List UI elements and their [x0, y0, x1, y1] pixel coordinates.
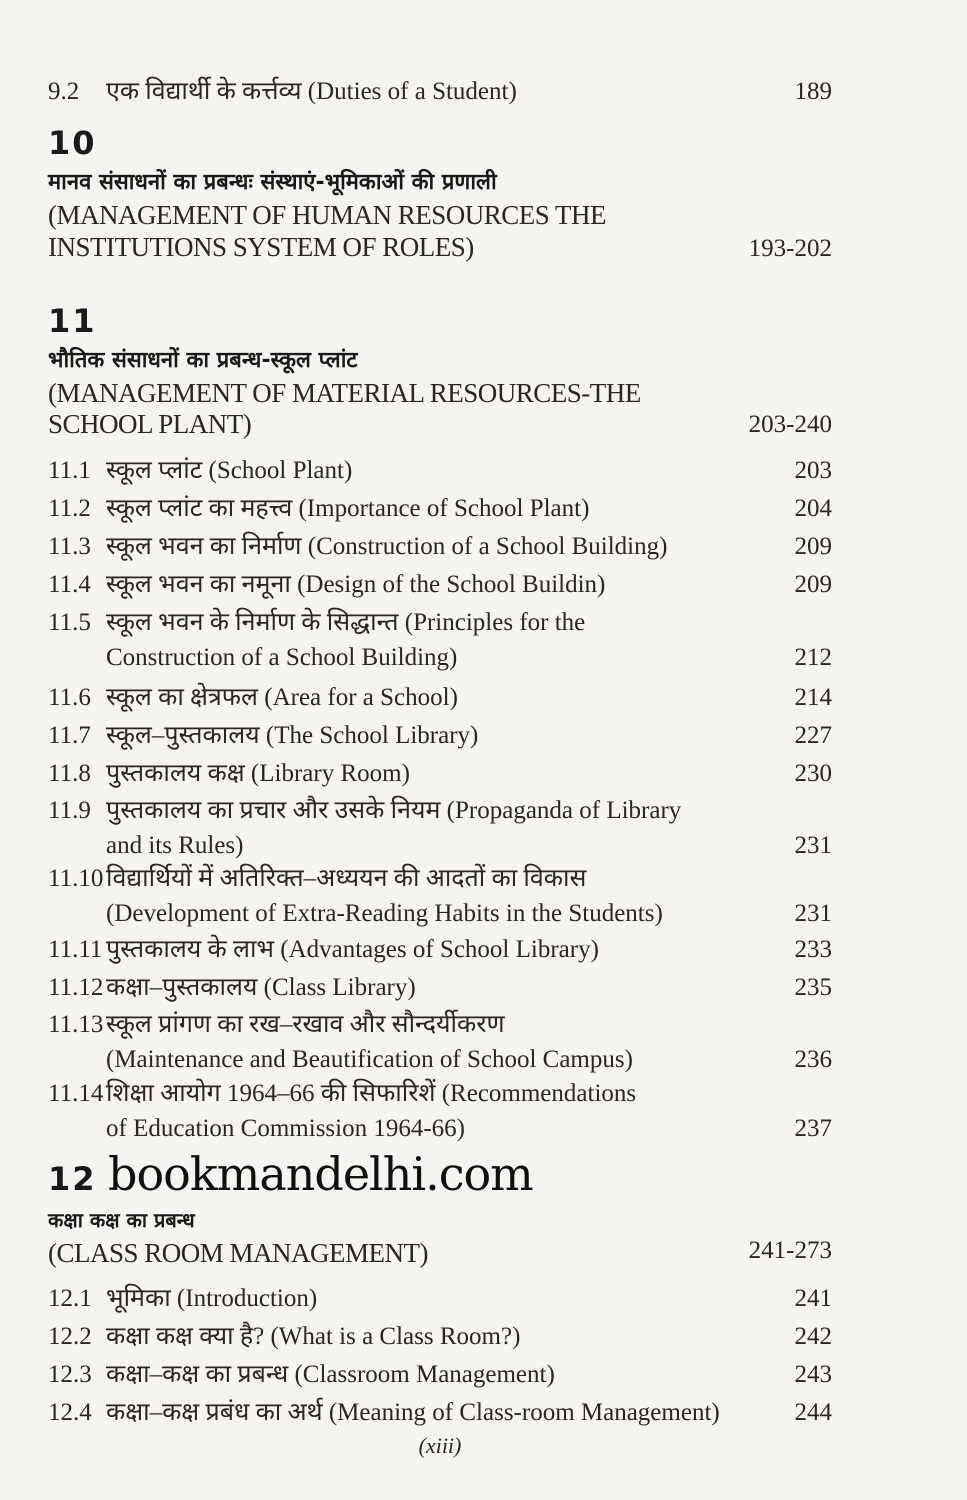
entry-page: 236	[794, 1046, 832, 1073]
entry-page: 214	[794, 684, 832, 711]
entry-page: 204	[794, 495, 832, 522]
entry-title: स्कूल का क्षेत्रफल (Area for a School)	[106, 684, 458, 711]
entry-title: विद्यार्थियों में अतिरिक्त–अध्ययन की आदतों का विकास	[106, 865, 587, 892]
entry-number: 9.2	[48, 78, 80, 105]
chapter-page-range: 203-240	[748, 411, 832, 438]
entry-title-continued: of Education Commission 1964-66)	[106, 1115, 465, 1142]
entry-title-continued: and its Rules)	[106, 832, 244, 859]
entry-title: स्कूल भवन का निर्माण (Construction of a School Building)	[106, 533, 668, 560]
entry-title: स्कूल प्लांट (School Plant)	[106, 457, 353, 484]
entry-number: 12.2	[48, 1323, 92, 1350]
entry-title: स्कूल प्लांट का महत्त्व (Importance of School Plant)	[106, 495, 590, 522]
entry-page: 233	[794, 936, 832, 963]
entry-number: 11.2	[48, 495, 91, 522]
watermark: bookmandelhi.com	[108, 1147, 533, 1201]
entry-number: 11.12	[48, 974, 104, 1001]
entry-number: 12.4	[48, 1399, 92, 1426]
entry-title: भूमिका (Introduction)	[106, 1285, 318, 1312]
entry-title: एक विद्यार्थी के कर्त्तव्य (Duties of a Student)	[106, 78, 517, 105]
entry-page: 203	[794, 457, 832, 484]
entry-title: पुस्तकालय का प्रचार और उसके नियम (Propaganda of Library	[106, 797, 682, 824]
chapter-number: 12	[48, 1160, 97, 1198]
entry-title-continued: (Maintenance and Beautification of School Campus)	[106, 1046, 633, 1073]
chapter-title-english-line1: (MANAGEMENT OF MATERIAL RESOURCES-THE	[48, 378, 641, 408]
chapter-title-english-line2: INSTITUTIONS SYSTEM OF ROLES)	[48, 232, 474, 262]
entry-number: 11.5	[48, 609, 91, 636]
entry-page: 242	[794, 1323, 832, 1350]
chapter-title-hindi: भौतिक संसाधनों का प्रबन्ध-स्कूल प्लांट	[48, 348, 358, 373]
entry-page: 241	[794, 1285, 832, 1312]
entry-number: 11.4	[48, 571, 91, 598]
entry-title: स्कूल प्रांगण का रख–रखाव और सौन्दर्यीकरण	[106, 1011, 505, 1038]
entry-page: 231	[794, 900, 832, 927]
entry-page: 243	[794, 1361, 832, 1388]
entry-title: कक्षा–कक्ष प्रबंध का अर्थ (Meaning of Class-room Management)	[106, 1399, 720, 1426]
page-footer-number: (xiii)	[418, 1433, 462, 1458]
entry-page: 227	[794, 722, 832, 749]
entry-number: 11.6	[48, 684, 91, 711]
entry-number: 11.11	[48, 936, 103, 963]
entry-number: 12.3	[48, 1361, 92, 1388]
entry-title: पुस्तकालय के लाभ (Advantages of School Library)	[106, 936, 599, 963]
entry-page: 237	[794, 1115, 832, 1142]
entry-title: शिक्षा आयोग 1964–66 की सिफारिशें (Recommendations	[106, 1080, 637, 1107]
entry-number: 11.7	[48, 722, 91, 749]
chapter-number: 10	[48, 124, 97, 162]
chapter-page-range: 241-273	[748, 1237, 832, 1264]
entry-page: 212	[794, 644, 832, 671]
entry-number: 12.1	[48, 1285, 92, 1312]
entry-title: कक्षा कक्ष क्या है? (What is a Class Room?)	[106, 1323, 521, 1350]
entry-title: स्कूल–पुस्तकालय (The School Library)	[106, 722, 479, 749]
entry-page: 244	[794, 1399, 832, 1426]
chapter-title-english-line2: SCHOOL PLANT)	[48, 409, 252, 439]
entry-title-continued: Construction of a School Building)	[106, 644, 458, 671]
chapter-title-english-line1: (CLASS ROOM MANAGEMENT)	[48, 1238, 429, 1268]
entry-number: 11.13	[48, 1011, 104, 1038]
chapter-number: 11	[48, 302, 97, 340]
chapter-title-hindi: कक्षा कक्ष का प्रबन्ध	[48, 1208, 195, 1232]
entry-page: 230	[794, 760, 832, 787]
entry-number: 11.3	[48, 533, 91, 560]
entry-page: 209	[794, 533, 832, 560]
chapter-title-english-line1: (MANAGEMENT OF HUMAN RESOURCES THE	[48, 200, 607, 230]
chapter-title-hindi: मानव संसाधनों का प्रबन्धः संस्थाएं-भूमिकाओं की प्रणाली	[48, 170, 497, 195]
entry-number: 11.10	[48, 865, 104, 892]
entry-title: स्कूल भवन का नमूना (Design of the School Buildin)	[106, 571, 606, 598]
entry-title: पुस्तकालय कक्ष (Library Room)	[106, 760, 410, 787]
entry-title: कक्षा–कक्ष का प्रबन्ध (Classroom Management)	[106, 1361, 555, 1388]
entry-page: 189	[794, 78, 832, 105]
entry-page: 235	[794, 974, 832, 1001]
entry-number: 11.8	[48, 760, 91, 787]
entry-title: कक्षा–पुस्तकालय (Class Library)	[106, 974, 416, 1001]
entry-title-continued: (Development of Extra-Reading Habits in the Students)	[106, 900, 663, 927]
entry-number: 11.9	[48, 797, 91, 824]
entry-title: स्कूल भवन के निर्माण के सिद्धान्त (Principles for the	[106, 609, 586, 636]
entry-number: 11.14	[48, 1080, 104, 1107]
chapter-page-range: 193-202	[748, 235, 832, 262]
entry-number: 11.1	[48, 457, 91, 484]
entry-page: 209	[794, 571, 832, 598]
entry-page: 231	[794, 832, 832, 859]
